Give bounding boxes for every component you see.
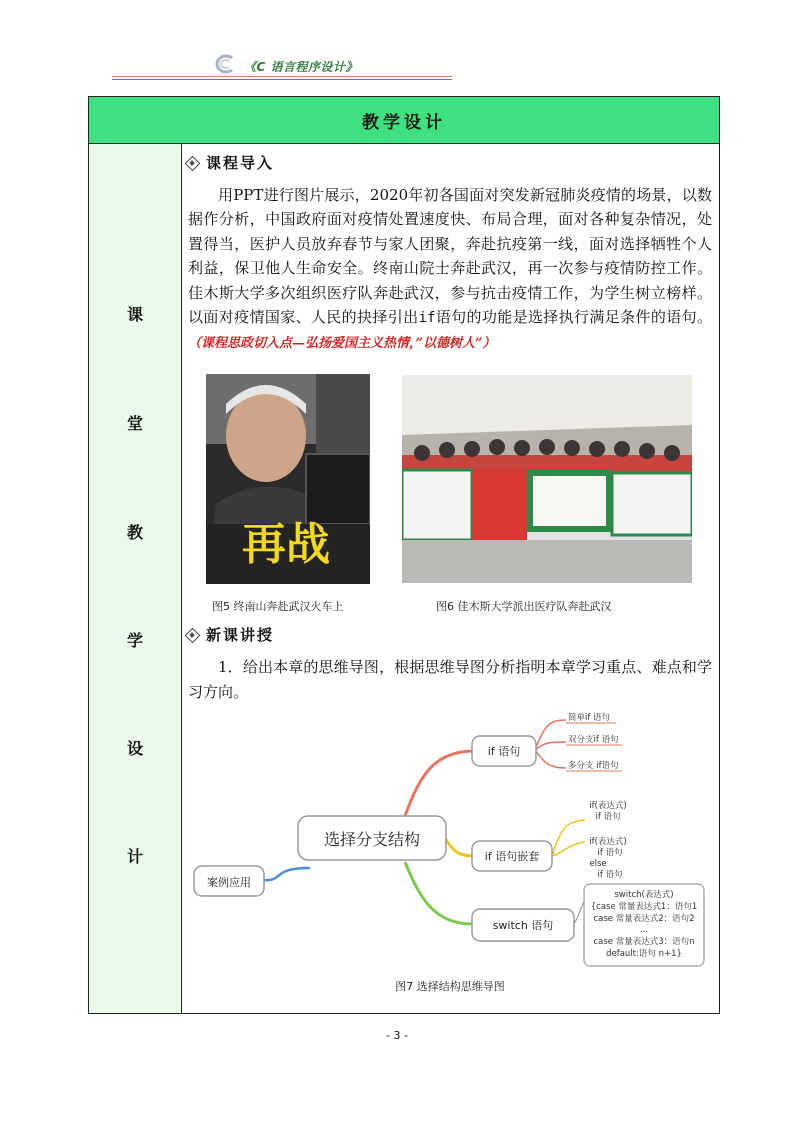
switch-line-1: switch(表达式) <box>614 890 674 900</box>
leaf-nested-a-2: if 语句 <box>595 812 621 822</box>
connector-switch <box>405 862 472 924</box>
intro-paragraph <box>188 183 712 357</box>
photo-overlay-text: 再战 <box>242 519 330 570</box>
switch-line-5: case 常量表达式3：语句n <box>593 937 695 947</box>
connector-left <box>262 868 310 880</box>
photo-zhong-nanshan-train <box>206 374 370 584</box>
switch-line-2: {case 常量表达式1：语句1 <box>590 902 698 912</box>
side-label-char: 课 <box>126 305 143 324</box>
switch-line-4: ... <box>639 925 649 935</box>
intro-text-end: 语句的功能是选择执行满足条件的语句。 <box>435 308 712 327</box>
book-title: 《C 语言程序设计》 <box>244 60 358 74</box>
side-label-char: 设 <box>126 739 143 758</box>
ideology-note: （课程思政切入点—弘扬爱国主义热情，”以德树人”） <box>188 336 496 352</box>
figure-7-caption: 图7 选择结构思维导图 <box>395 980 505 993</box>
leaf-nested-b-2: if 语句 <box>597 848 623 858</box>
section-heading-new-lesson <box>186 624 274 645</box>
connector-if-nested <box>445 838 472 856</box>
table-heading: 教学设计 <box>89 97 719 144</box>
header-rule-red <box>112 76 452 77</box>
leaf-nested-a-1: if(表达式) <box>589 801 627 811</box>
node-case-application-label: 案例应用 <box>207 876 251 889</box>
node-center-label: 选择分支结构 <box>323 830 421 849</box>
switch-line-3: case 常量表达式2：语句2 <box>593 914 695 924</box>
side-label-char: 堂 <box>126 414 143 433</box>
connector-if <box>405 751 472 816</box>
section-title: 课程导入 <box>206 154 275 172</box>
node-if-nested-label: if 语句嵌套 <box>484 850 540 863</box>
header-rule-blue <box>112 79 452 80</box>
figure-6-caption: 图6 佳木斯大学派出医疗队奔赴武汉 <box>436 600 612 613</box>
side-label-char: 学 <box>126 631 143 650</box>
lesson-paragraph: 1．给出本章的思维导图，根据思维导图分析指明本章学习重点、难点和学习方向。 <box>188 658 712 701</box>
leaf-multi-if: 多分支 if语句 <box>568 761 619 771</box>
page-number: - 3 - <box>386 1029 408 1042</box>
figure-5-caption: 图5 终南山奔赴武汉火车上 <box>212 600 344 613</box>
leaf-nested-b-4: if 语句 <box>597 870 623 880</box>
section-heading-intro <box>186 152 274 173</box>
intro-text: 用PPT进行图片展示，2020年初各国面对突发新冠肺炎疫情的场景，以数据作分析，中国政府面对疫情处置速度快、布局合理，面对各种复杂情况，处置得当，医护人员放弃春节与家人团聚，奔赴抗疫第一线，面对选择牺牲个人利益，保卫他人生命安全。终南山院士奔赴武汉，再一次参与疫情防控工作。佳木斯大学多次组织医疗队奔赴武汉，参与抗击疫情工作，为学生树立榜样。以面对疫情国家、人民的抉择引出 <box>188 186 712 327</box>
switch-line-6: default:语句 n+1} <box>606 949 682 959</box>
node-if-label: if 语句 <box>487 745 521 758</box>
leaf-simple-if: 简单if 语句 <box>568 713 611 723</box>
leaf-nested-b-1: if(表达式) <box>589 837 627 847</box>
leaf-nested-b-3: else <box>589 859 607 869</box>
section-title: 新课讲授 <box>206 626 275 644</box>
side-label-char: 计 <box>126 847 143 866</box>
diamond-bullet-icon <box>186 157 198 169</box>
selection-structure-mindmap <box>190 704 710 974</box>
code-keyword: if <box>418 310 436 327</box>
course-logo-icon <box>212 54 238 74</box>
photo-medical-team-wuhan <box>402 375 692 583</box>
side-label-column <box>89 144 182 1013</box>
side-label-char: 教 <box>126 523 143 542</box>
leaf-double-if: 双分支if 语句 <box>568 735 619 745</box>
diamond-bullet-icon <box>186 629 198 641</box>
node-switch-label: switch 语句 <box>492 919 554 932</box>
